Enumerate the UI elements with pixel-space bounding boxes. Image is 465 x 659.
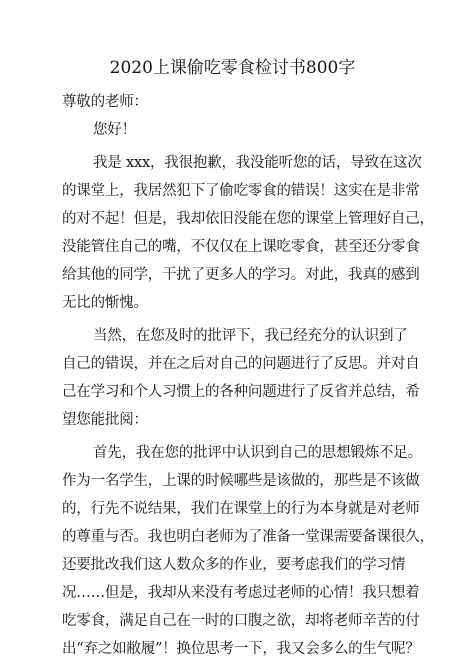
page-title: 2020上课偷吃零食检讨书800字 <box>109 58 356 78</box>
paragraph-line: 当然，在您及时的批评下，我已经充分的认识到了 <box>93 328 408 344</box>
paragraph-line: 的课堂上，我居然犯下了偷吃零食的错误！这实在是非常 <box>62 183 420 199</box>
paragraph-line: 吃零食，满足自己在一时的口腹之欲，却将老师辛苦的付 <box>62 613 420 629</box>
paragraph-line: 还要批改我们这人数众多的作业，要考虑我们的学习情 <box>62 557 406 573</box>
paragraph-line: 况……但是，我却从来没有考虑过老师的心情！我只想着 <box>62 585 420 601</box>
paragraph-line: 自己的错误，并在之后对自己的问题进行了反思。并对自 <box>62 356 420 372</box>
paragraph-line: 没能管住自己的嘴，不仅仅在上课吃零食，甚至还分零食 <box>62 239 420 255</box>
paragraph-line: 我是 xxx，我很抱歉，我没能听您的话，导致在这次 <box>93 155 422 171</box>
paragraph-line: 的尊重与否。我也明白老师为了准备一堂课需要备课很久， <box>62 529 434 545</box>
paragraph-line: 无比的惭愧。 <box>62 295 148 311</box>
salutation: 尊敬的老师： <box>62 94 148 110</box>
paragraph-line: 出“弃之如敝履”！换位思考一下，我又会多么的生气呢？ <box>62 641 420 657</box>
paragraph-line: 作为一名学生，上课的时候哪些是该做的，那些是不该做 <box>62 473 420 489</box>
paragraph-line: 首先，我在您的批评中认识到自己的思想锻炼不足。 <box>93 445 422 461</box>
paragraph-line: 的，行先不说结果，我们在课堂上的行为本身就是对老师 <box>62 501 420 517</box>
paragraph-line: 给其他的同学，干扰了更多人的学习。对此，我真的感到 <box>62 267 420 283</box>
greeting: 您好！ <box>93 122 136 138</box>
paragraph-line: 的对不起！但是，我却依旧没能在您的课堂上管理好自己， <box>62 211 434 227</box>
paragraph-line: 望您能批阅： <box>62 412 148 428</box>
paragraph-line: 己在学习和个人习惯上的各种问题进行了反省并总结，希 <box>62 384 420 400</box>
